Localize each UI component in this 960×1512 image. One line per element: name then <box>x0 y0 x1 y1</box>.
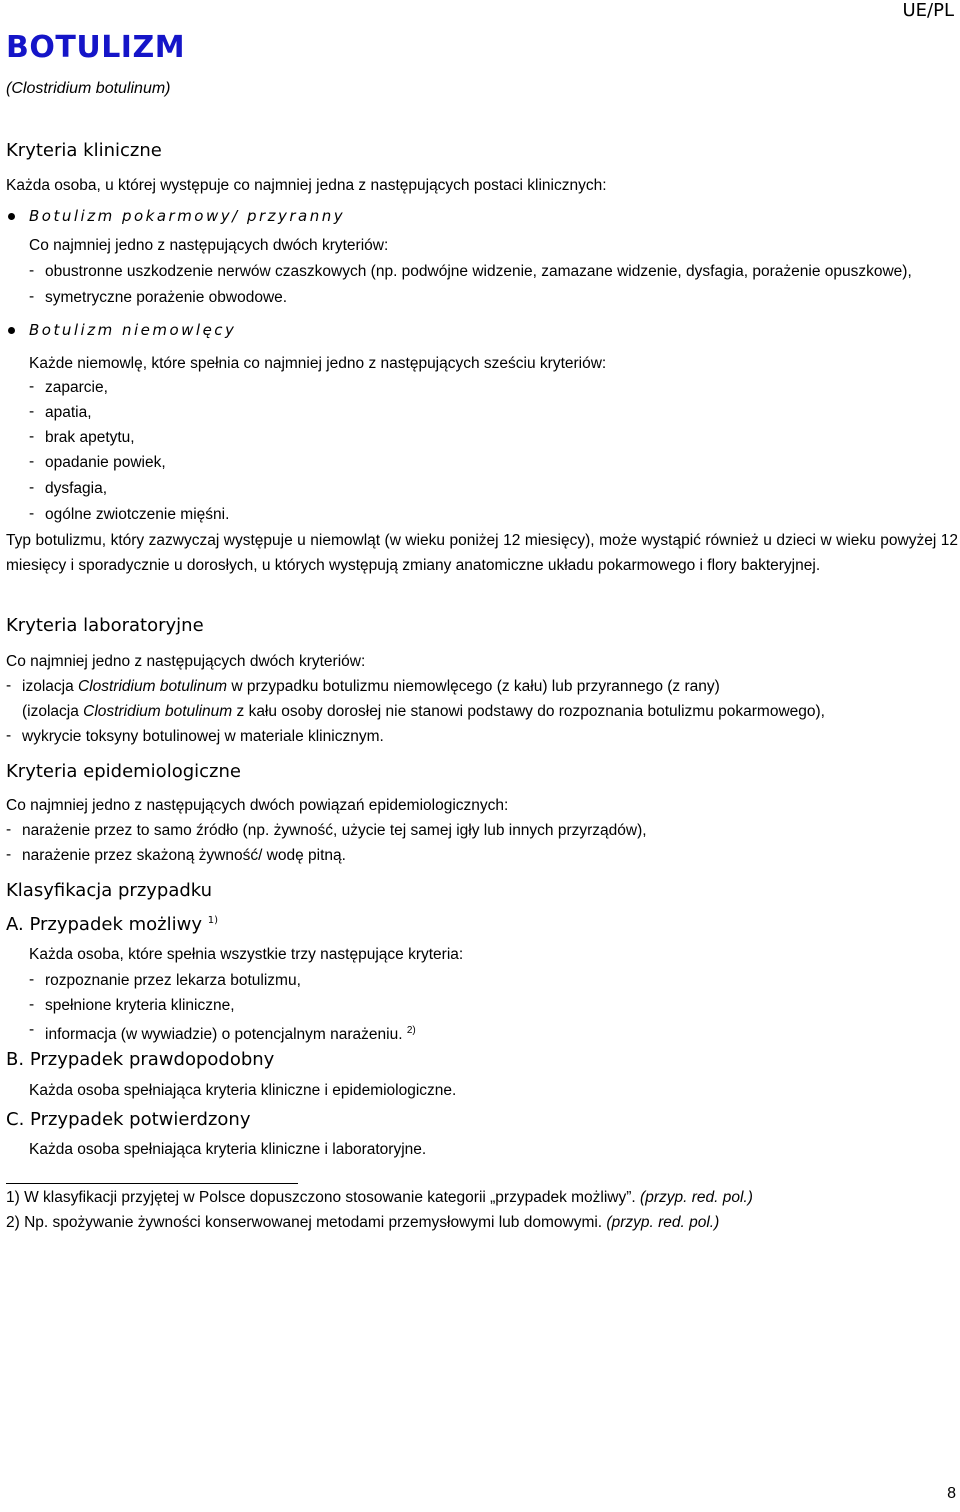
list-item: dysfagia, <box>45 480 108 497</box>
dash-marker: - <box>6 821 12 838</box>
list-item-continuation: (izolacja Clostridium botulinum z kału osoby dorosłej nie stanowi podstawy do rozpoznania botulizmu pokarmowego), <box>22 703 825 720</box>
form-name: Botulizm niemowlęcy <box>29 321 237 339</box>
bullet-icon <box>8 213 15 220</box>
list-item: spełnione kryteria kliniczne, <box>45 997 235 1014</box>
classification-heading: Klasyfikacja przypadku <box>6 880 213 901</box>
list-item: informacja (w wywiadzie) o potencjalnym narażeniu. $^{2)}$ <box>45 1025 416 1044</box>
list-item: narażenie przez skażoną żywność/ wodę pitną. <box>22 847 346 864</box>
form-name: Botulizm pokarmowy/ przyranny <box>29 207 346 225</box>
bullet-icon <box>8 327 15 334</box>
clinical-intro: Każda osoba, u której występuje co najmniej jedna z następujących postaci klinicznych: <box>6 177 607 194</box>
footnote-2: 2) Np. spożywanie żywności konserwowanej metodami przemysłowymi lub domowymi. (przyp. red. pol.) <box>6 1214 720 1231</box>
form-intro: Co najmniej jedno z następujących dwóch kryteriów: <box>29 237 389 254</box>
dash-marker: - <box>29 403 35 420</box>
list-item: zaparcie, <box>45 379 108 396</box>
case-b-heading: B. Przypadek prawdopodobny <box>6 1049 275 1070</box>
footnote-divider <box>6 1183 298 1184</box>
list-item: wykrycie toksyny botulinowej w materiale klinicznym. <box>22 728 384 745</box>
page-number: 8 <box>947 1485 956 1502</box>
list-item: rozpoznanie przez lekarza botulizmu, <box>45 972 301 989</box>
clinical-note: Typ botulizmu, który zazwyczaj występuje u niemowląt (w wieku poniżej 12 miesięcy), może wystąpić również u dzieci w wieku powyżej 12 miesięcy i sporadycznie u dorosłych, u których występują zmiany anatomiczne układu pokarmowego i flory bakteryjnej. <box>6 532 958 574</box>
epi-heading: Kryteria epidemiologiczne <box>6 761 241 782</box>
dash-marker: - <box>29 288 35 305</box>
case-b-text: Każda osoba spełniająca kryteria kliniczne i epidemiologiczne. <box>29 1082 457 1099</box>
dash-marker: - <box>29 428 35 445</box>
list-item: brak apetytu, <box>45 429 135 446</box>
case-a-heading: A. Przypadek możliwy $^{1)}$ <box>6 914 218 935</box>
case-c-heading: C. Przypadek potwierdzony <box>6 1109 251 1130</box>
dash-marker: - <box>29 262 35 279</box>
dash-marker: - <box>29 378 35 395</box>
dash-marker: - <box>29 505 35 522</box>
dash-marker: - <box>6 846 12 863</box>
dash-marker: - <box>29 971 35 988</box>
page-subtitle: (Clostridium botulinum) <box>6 80 171 97</box>
footnote-1: 1) W klasyfikacji przyjętej w Polsce dopuszczono stosowanie kategorii „przypadek możliwy”. (przyp. red. pol.) <box>6 1189 753 1206</box>
list-item: izolacja Clostridium botulinum w przypadku botulizmu niemowlęcego (z kału) lub przyrannego (z rany) <box>22 678 720 695</box>
dash-marker: - <box>6 727 12 744</box>
clinical-heading: Kryteria kliniczne <box>6 140 162 161</box>
form-intro: Każde niemowlę, które spełnia co najmniej jedno z następujących sześciu kryteriów: <box>29 355 607 372</box>
case-c-text: Każda osoba spełniająca kryteria kliniczne i laboratoryjne. <box>29 1141 427 1158</box>
list-item: narażenie przez to samo źródło (np. żywność, użycie tej samej igły lub innych przyrządów), <box>22 822 647 839</box>
lab-heading: Kryteria laboratoryjne <box>6 615 204 636</box>
dash-marker: - <box>29 996 35 1013</box>
dash-marker: - <box>29 479 35 496</box>
case-a-intro: Każda osoba, które spełnia wszystkie trzy następujące kryteria: <box>29 946 464 963</box>
region-code: UE/PL <box>902 0 954 21</box>
page-title: BOTULIZM <box>6 30 186 65</box>
dash-marker: - <box>6 677 12 694</box>
list-item: symetryczne porażenie obwodowe. <box>45 289 288 306</box>
list-item: apatia, <box>45 404 92 421</box>
list-item: obustronne uszkodzenie nerwów czaszkowych (np. podwójne widzenie, zamazane widzenie, dysfagia, porażenie opuszkowe), <box>45 263 912 280</box>
dash-marker: - <box>29 1021 35 1038</box>
lab-intro: Co najmniej jedno z następujących dwóch kryteriów: <box>6 653 366 670</box>
list-item: ogólne zwiotczenie mięśni. <box>45 506 230 523</box>
epi-intro: Co najmniej jedno z następujących dwóch powiązań epidemiologicznych: <box>6 797 509 814</box>
dash-marker: - <box>29 453 35 470</box>
list-item: opadanie powiek, <box>45 454 166 471</box>
